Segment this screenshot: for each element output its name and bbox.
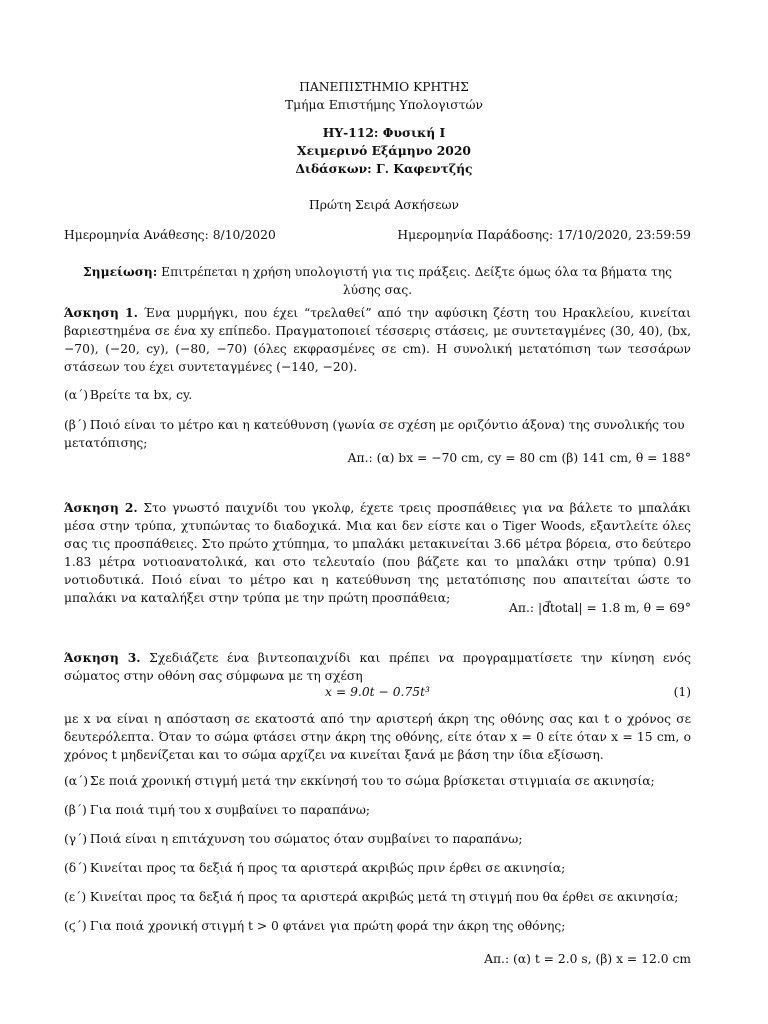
exercise-1-answer: Απ.: (α) bx = −70 cm, cy = 80 cm (β) 141 cm, θ = 188° [347, 451, 691, 465]
exercise-3 [64, 649, 691, 685]
exercise-3-question-b [64, 801, 691, 819]
question-label: (γ΄) [64, 832, 88, 846]
note-label: Σημείωση: [82, 264, 158, 279]
question-label: (β΄) [64, 418, 87, 432]
question-text: Ποιά είναι η επιτάχυνση του σώματος όταν συμβαίνει το παραπάνω; [89, 832, 523, 846]
university-name: ΠΑΝΕΠΙΣΤΗΜΙΟ ΚΡΗΤΗΣ [299, 80, 469, 94]
question-text: Κινείται προς τα δεξιά ή προς τα αριστερά ακριβώς πριν έρθει σε ακινησία; [89, 861, 566, 875]
exercise-3-text: Σχεδιάζετε ένα βιντεοπαιχνίδι και πρέπει να προγραμματίσετε την κίνηση ενός σώματος στην οθόνη σας σύμφωνα με τη σχέση [64, 651, 691, 683]
question-label: (α΄) [64, 388, 89, 402]
exercise-2-text: Στο γνωστό παιχνίδι του γκολφ, έχετε τρεις προσπάθειες για να βάλετε το μπαλάκι μέσα στην τρύπα, χτυπώντας το διαδοχικά. Μια και δεν είστε και ο Tiger Woods, εξαντλείτε όλες σας τις προσπάθειες. Στο πρώτο χτύπημα, το μπαλάκι μετακινείται 3.66 μέτρα βόρεια, στο δεύτερο 1.83 μέτρα νοτιοανατολικά, και στο τελευταίο (που βάζετε και το μπαλάκι στην τρύπα) 0.91 νοτιοδυτικά. Ποιό είναι το μέτρο και η κατεύθυνση της μετατόπισης που απαιτείται ώστε το μπαλάκι να καταλήξει στην τρύπα με την πρώτη προσπάθεια; [64, 501, 691, 605]
question-text: Βρείτε τα bx, cy. [89, 388, 193, 402]
question-text: Ποιό είναι το μέτρο και η κατεύθυνση (γωνία σε σχέση με οριζόντιο άξονα) της συνολικής του μετατόπισης; [64, 418, 685, 450]
assigned-date: Ημερομηνία Ανάθεσης: 8/10/2020 [64, 228, 276, 242]
set-title: Πρώτη Σειρά Ασκήσεων [309, 198, 459, 212]
exercise-2-answer: Απ.: |d⃗total| = 1.8 m, θ = 69° [509, 601, 691, 615]
dates-row [64, 226, 691, 244]
exercise-3-question-d [64, 859, 691, 877]
question-label: (ε΄) [64, 890, 87, 904]
question-text: Για ποιά τιμή του x συμβαίνει το παραπάνω; [89, 803, 371, 817]
question-label: (β΄) [64, 803, 87, 817]
equation-1 [64, 683, 691, 701]
exercise-2 [64, 499, 691, 607]
exercise-1 [64, 304, 691, 376]
exercise-3-question-e [64, 888, 691, 906]
note [64, 263, 691, 299]
course-title: ΗΥ-112: Φυσική Ι [322, 125, 446, 140]
semester: Χειμερινό Εξάμηνο 2020 [297, 143, 471, 158]
instructor: Διδάσκων: Γ. Καφεντζής [295, 161, 473, 176]
due-date: Ημερομηνία Παράδοσης: 17/10/2020, 23:59:59 [397, 228, 691, 242]
equation-number: (1) [673, 685, 691, 699]
question-text: Κινείται προς τα δεξιά ή προς τα αριστερά ακριβώς μετά τη στιγμή που θα έρθει σε ακινησία; [89, 890, 679, 904]
question-text: Σε ποιά χρονική στιγμή μετά την εκκίνησή του το σώμα βρίσκεται στιγμιαία σε ακινησία; [89, 774, 655, 788]
exercise-2-label: Άσκηση 2. [64, 500, 138, 515]
question-label: (ϛ΄) [64, 919, 87, 933]
exercise-1-question-b [64, 416, 691, 452]
question-label: (α΄) [64, 774, 89, 788]
department-name: Τμήμα Επιστήμης Υπολογιστών [284, 98, 484, 112]
exercise-3-question-c [64, 830, 691, 848]
note-text: Επιτρέπεται η χρήση υπολογιστή για τις πράξεις. Δείξτε όμως όλα τα βήματα της λύσης σας. [157, 265, 673, 297]
exercise-3-question-a [64, 772, 691, 790]
question-text: Για ποιά χρονική στιγμή t > 0 φτάνει για πρώτη φορά την άκρη της οθόνης; [89, 919, 566, 933]
exercise-3-question-f [64, 917, 691, 935]
exercise-1-label: Άσκηση 1. [64, 305, 138, 320]
exercise-1-text: Ένα μυρμήγκι, που έχει “τρελαθεί” από την αφύσικη ζέστη του Ηρακλείου, κινείται βαριεστημένα σε ένα xy επίπεδο. Πραγματοποιεί τέσσερις στάσεις, με συντεταγμένες (30, 40), (bx, −70), (−20, cy), (−80, −70) (όλες εκφρασμένες σε cm). Η συνολική μετατόπιση των τεσσάρων στάσεων του έχει συντεταγμένες (−140, −20). [64, 306, 691, 374]
exercise-3-text-2: με x να είναι η απόσταση σε εκατοστά από την αριστερή άκρη της οθόνης σας και t ο χρόνος σε δευτερόλεπτα. Όταν το σώμα φτάσει στην άκρη της οθόνης, είτε όταν x = 0 είτε όταν x = 15 cm, ο χρόνος t μηδενίζεται και το σώμα αρχίζει να κινείται ξανά με βάση την ίδια εξίσωση. [64, 712, 691, 762]
exercise-3-label: Άσκηση 3. [64, 650, 141, 665]
question-label: (δ΄) [64, 861, 88, 875]
exercise-3-answer: Απ.: (α) t = 2.0 s, (β) x = 12.0 cm [484, 952, 691, 966]
exercise-1-question-a [64, 386, 691, 404]
equation-text: x = 9.0t − 0.75t³ [325, 685, 430, 699]
